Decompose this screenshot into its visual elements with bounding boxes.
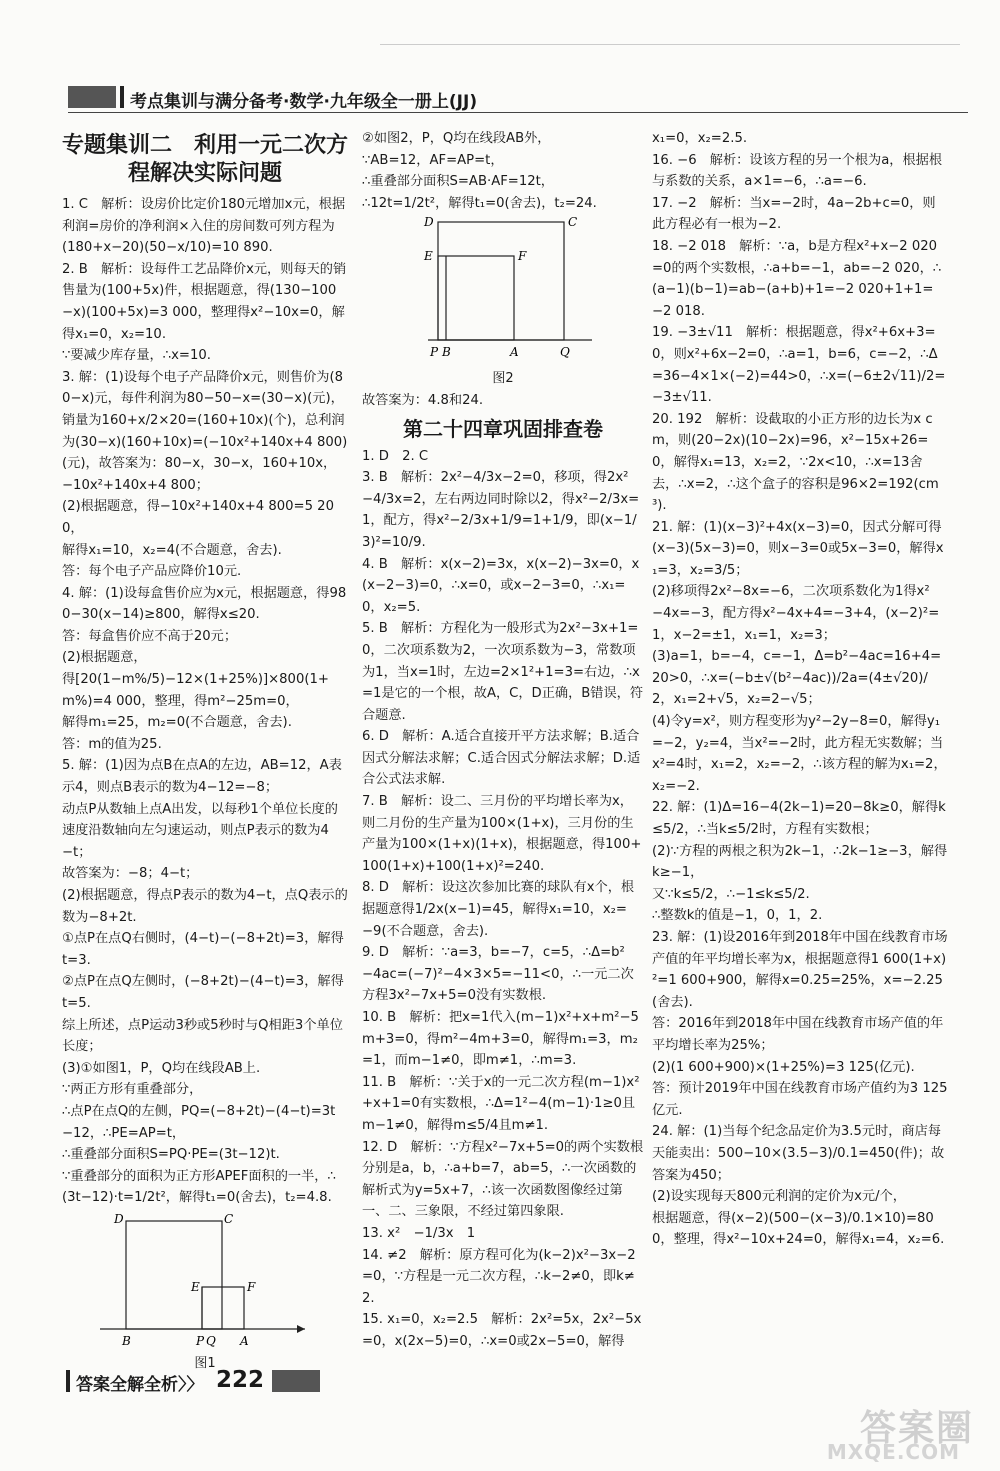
answer-item: (3)①如图1，P，Q均在线段AB上. [62, 1060, 261, 1076]
answer-item: 12. D 解析：∵方程x²−7x+5=0的两个实数根分别是a，b，∴a+b=7，ab=5，∴一次函数的解析式为y=5x+7，∴该一次函数图像经过第一、二、三象限，不经过第四象限. [362, 1139, 644, 1220]
answer-item: 2. B 解析：设每件工艺品降价x元，则每天的销售量为(100+5x)件，根据题意，得(130−100−x)(100+5x)=3 000，整理得x²−10x=0，解得x₁=0，x₂=10. [62, 261, 347, 342]
answer-item: 8. D 解析：设这次参加比赛的球队有x个，根据题意得1/2x(x−1)=45，解得x₁=10，x₂=−9(不合题意，舍去). [362, 880, 635, 939]
answer-item: 答：m的值为25. [62, 736, 162, 752]
answer-item: x₁=0，x₂=2.5. [652, 131, 748, 146]
section-title: 专题集训二 利用一元二次方程解决实际问题 [62, 133, 349, 186]
watermark-url: MXQE.COM [826, 1440, 960, 1464]
answer-item: 23. 解：(1)设2016年到2018年中国在线教育市场产值的年平均增长率为x，根据题意得1 600(1+x)²=1 600+900，解得x=0.25=25%，x=−2.25(舍去). [652, 929, 948, 1010]
answer-item: 答：预计2019年中国在线教育市场产值约为3 125亿元. [652, 1081, 948, 1118]
answer-item: (2)根据题意， [62, 650, 147, 666]
label-e2: E [424, 249, 433, 264]
answer-item: ∵AB=12，AF=AP=t， [362, 152, 504, 168]
answer-item: 6. D 解析：A.适合直接开平方法求解；B.适合因式分解法求解；C.适合因式分解法求解；D.适合公式法求解. [362, 729, 641, 788]
column-middle [362, 128, 644, 1358]
watermark-logo: 答案圈 [859, 1408, 974, 1449]
answer-item: 解得m₁=25，m₂=0(不合题意，舍去). [62, 715, 292, 731]
square-apef [202, 1287, 244, 1329]
label-a2: A [510, 345, 519, 360]
label-d2: D [424, 215, 434, 230]
header-title: 考点集训与满分备考·数学·九年级全一册上(JJ) [130, 92, 478, 112]
label-p: P [196, 1333, 205, 1348]
answer-item: (2)根据题意，得−10x²+140x+4 800=5 200， [62, 499, 334, 536]
answer-item: 11. B 解析：∵关于x的一元二次方程(m−1)x²+x+1=0有实数根，∴Δ=1²−4(m−1)·1≥0且m−1≠0，解得m≤5/4且m≠1. [362, 1074, 640, 1133]
answer-item: 1. C 解析：设房价比定价180元增加x元，根据利润=房价的净利润×入住的房间数可列方程为(180+x−20)(50−x/10)=10 890. [62, 197, 346, 256]
figure-1-caption: 图1 [194, 1355, 216, 1371]
answer-item: 15. x₁=0，x₂=2.5 解析：2x²=5x，2x²−5x=0，x(2x−5)=0，∴x=0或2x−5=0，解得 [362, 1312, 642, 1349]
label-d: D [114, 1211, 124, 1226]
chapter-title: 第二十四章巩固排查卷 [403, 416, 603, 441]
answer-item: 21. 解：(1)(x−3)²+4x(x−3)=0，因式分解可得(x−3)(5x−3)=0，则x−3=0或5x−3=0，解得x₁=3，x₂=3/5； [652, 519, 944, 578]
answer-item: 综上所述，点P运动3秒或5秒时与Q相距3个单位长度； [62, 1017, 343, 1055]
answer-item: ∴重叠部分面积S=PQ·PE=(3t−12)t. [62, 1147, 280, 1163]
answer-item: 17. −2 解析：当x=−2时，4a−2b+c=0，则此方程必有一根为−2. [652, 195, 936, 233]
page-footer [66, 1366, 386, 1396]
answer-item: (2)∵方程的两根之积为2k−1，∴2k−1≥−3，解得k≥−1， [652, 843, 948, 881]
answer-item: 18. −2 018 解析：∵a，b是方程x²+x−2 020=0的两个实数根，∴a+b=−1，ab=−2 020，∴(a−1)(b−1)=ab−(a+b)+1=−2 020+1+1=−2 018. [652, 238, 942, 319]
answer-item: 3. 解：(1)设每个电子产品降价x元，则售价为(80−x)元，每件利润为80−50−x=(30−x)(元)，销量为160+x/2×20=(160+10x)(个)，总利润为(30−x)(160+10x)=(−10x²+140x+4 800)(元)，故答案为：80−x，30−x，160+10x，−10x²+140x+4 800； [62, 369, 348, 493]
answer-list-middle-top [362, 128, 644, 214]
answer-list-left [62, 194, 348, 1209]
header-block [68, 86, 116, 108]
answer-item: 1. D 2. C [362, 448, 429, 464]
label-q: Q [206, 1333, 216, 1348]
label-a: A [240, 1333, 249, 1348]
answer-item: 又∵k≤5/2，∴−1≤k≤5/2. [652, 886, 810, 902]
answer-item: 24. 解：(1)当每个纪念品定价为3.5元时，商店每天能卖出：500−10×(3.5−3)/0.1=450(件)；故答案为450； [652, 1124, 945, 1183]
label-b: B [122, 1333, 131, 1348]
answer-item: (2)设实现每天800元利润的定价为x元/个， [652, 1189, 906, 1205]
answer-item: 故答案为：−8；4−t； [62, 866, 199, 882]
square-ef [438, 256, 514, 340]
answer-item: 7. B 解析：设二、三月份的平均增长率为x，则二月份的生产量为100×(1+x)，三月份的生产量为100×(1+x)(1+x)，根据题意，得100+100(1+x)+100(1+x)²=240. [362, 794, 642, 874]
answer-item: 13. x² −1/3x 1 [362, 1225, 476, 1241]
answer-item: ∴整数k的值是−1，0，1，2. [652, 908, 823, 924]
page-number: 222 [216, 1367, 265, 1393]
answer-item: 5. 解：(1)因为点B在点A的左边，AB=12，A表示4，则点B表示的数为4−12=−8； [62, 758, 342, 796]
answer-item: 16. −6 解析：设该方程的另一个根为a，根据根与系数的关系，a×1=−6，∴a=−6. [652, 152, 943, 190]
figure-2-answer: 故答案为：4.8和24. [362, 392, 484, 408]
column-right [652, 128, 948, 1358]
page-header [68, 84, 968, 114]
label-c2: C [568, 215, 578, 230]
answer-item: 4. 解：(1)设每盒售价应为x元，根据题意，得980−30(x−14)≥800，解得x≤20. [62, 585, 347, 623]
answer-item: ∴重叠部分面积S=AB·AF=12t， [362, 174, 554, 190]
answer-item: (4)令y=x²，则方程变形为y²−2y−8=0，解得y₁=−2，y₂=4，当x²=−2时，此方程无实数解；当x²=4时，x₁=2，x₂=−2，∴该方程的解为x₁=2，x₂=−2. [652, 714, 947, 794]
footer-bar [66, 1370, 70, 1392]
answer-item: ∴点P在点Q的左侧，PQ=(−8+2t)−(4−t)=3t−12，∴PE=AP=t， [62, 1103, 336, 1141]
answer-item: 9. D 解析：∵a=3，b=−7，c=5，∴Δ=b²−4ac=(−7)²−4×3×5=−11<0，∴一元二次方程3x²−7x+5=0没有实数根. [362, 945, 634, 1004]
answer-item: ∵要减少库存量，∴x=10. [62, 348, 211, 364]
answer-list-middle [362, 446, 644, 1353]
answer-item: 答：每个电子产品应降价10元. [62, 564, 242, 580]
answer-item: 动点P从数轴上点A出发，以每秒1个单位长度的速度沿数轴向左匀速运动，则点P表示的数为4−t； [62, 801, 338, 860]
footer-arrows: 〉〉 [178, 1375, 204, 1395]
label-c: C [224, 1211, 234, 1226]
answer-item: 解得x₁=10，x₂=4(不合题意，舍去). [62, 542, 282, 558]
label-q2: Q [560, 345, 570, 360]
answer-item: 根据题意，得(x−2)(500−(x−3)/0.1×10)=800，整理，得x²−10x+24=0，解得x₁=4，x₂=6. [652, 1210, 945, 1248]
arrow-head [297, 1325, 305, 1333]
answer-item: ∵重叠部分的面积为正方形APEF面积的一半，∴(3t−12)·t=1/2t²，解得t₁=0(舍去)，t₂=4.8. [62, 1168, 336, 1206]
column-left [62, 128, 349, 1371]
label-e: E [191, 1279, 200, 1294]
answer-item: 5. B 解析：方程化为一般形式为2x²−3x+1=0，二次项系数为2，一次项系数为−3，常数项为1，当x=1时，左边=2×1²+1=3=右边，∴x=1是它的一个根，故A，C，D正确，B错误，符合题意. [362, 621, 644, 723]
answer-item: 4. B 解析：x(x−2)=3x，x(x−2)−3x=0，x(x−2−3)=0，∴x=0，或x−2−3=0，∴x₁=0，x₂=5. [362, 556, 640, 615]
answer-item: (2)(1 600+900)×(1+25%)=3 125(亿元). [652, 1059, 915, 1075]
answer-item: 22. 解：(1)Δ=16−4(2k−1)=20−8k≥0，解得k≤5/2，∴当k≤5/2时，方程有实数根； [652, 800, 946, 837]
answer-item: 3. B 解析：2x²−4/3x−2=0，移项，得2x²−4/3x=2，左右两边同时除以2，得x²−2/3x=1，配方，得x²−2/3x+1/9=1+1/9，即(x−1/3)²=10/9. [362, 470, 640, 550]
answer-item: ②如图2，P，Q均在线段AB外， [362, 131, 551, 146]
label-b2: B [442, 345, 451, 360]
answer-item: 19. −3±√11 解析：根据题意，得x²+6x+3=0，则x²+6x−2=0，∴a=1，b=6，c=−2，∴Δ=36−4×1×(−2)=44>0，∴x=(−6±2√11)/2=−3±√11. [652, 325, 946, 406]
label-p2: P [430, 345, 439, 360]
figure-2-caption: 图2 [492, 371, 514, 387]
label-f: F [247, 1279, 256, 1294]
footer-block [272, 1370, 320, 1392]
header-bar [120, 86, 124, 108]
square-dc [438, 222, 564, 340]
answer-item: 10. B 解析：把x=1代入(m−1)x²+x+m²−5m+3=0，得m²−4m+3=0，解得m₁=3，m₂=1，而m−1≠0，即m≠1，∴m=3. [362, 1010, 639, 1069]
square-bc [126, 1221, 222, 1329]
answer-item: 14. ≠2 解析：原方程可化为(k−2)x²−3x−2=0，∵方程是一元二次方程，∴k−2≠0，即k≠2. [362, 1247, 636, 1306]
figure-2 [408, 216, 598, 366]
answer-item: 20. 192 解析：设截取的小正方形的边长为x cm，则(20−2x)(10−2x)=96，x²−15x+26=0，解得x₁=13，x₂=2，∵2x<10，∴x=13舍去，∴x=2，∴这个盒子的容积是96×2=192(cm³). [652, 411, 939, 514]
footer-label-text: 答案全解全析 [76, 1375, 178, 1395]
answer-item: 答：2016年到2018年中国在线教育市场产值的年平均增长率为25%； [652, 1016, 944, 1053]
answer-item: ∵两正方形有重叠部分， [62, 1082, 203, 1098]
top-rule [380, 44, 960, 45]
answer-item: (3)a=1，b=−4，c=−1，Δ=b²−4ac=16+4=20>0，∴x=(−b±√(b²−4ac))/2a=(4±√20)/2，x₁=2+√5，x₂=2−√5； [652, 649, 942, 708]
answer-item: ②点P在点Q左侧时，(−8+2t)−(4−t)=3，解得t=5. [62, 974, 344, 1011]
answer-item: ∴12t=1/2t²，解得t₁=0(舍去)，t₂=24. [362, 195, 597, 211]
answer-list-right [652, 128, 948, 1251]
figure-1 [100, 1211, 310, 1351]
label-f2: F [518, 249, 527, 264]
answer-item: 答：每盒售价应不高于20元； [62, 628, 238, 644]
answer-item: (2)移项得2x²−8x=−6，二次项系数化为1得x²−4x=−3，配方得x²−4x+4=−3+4，(x−2)²=1，x−2=±1，x₁=1，x₂=3； [652, 584, 940, 643]
header-rule [68, 112, 968, 113]
answer-item: ①点P在点Q右侧时，(4−t)−(−8+2t)=3，解得t=3. [62, 931, 344, 968]
answer-item: (2)根据题意，得点P表示的数为4−t，点Q表示的数为−8+2t. [62, 888, 348, 925]
footer-label [76, 1370, 204, 1395]
answer-item: 得[20(1−m%/5)−12×(1+25%)]×800(1+m%)=4 000，整理，得m²−25m=0， [62, 672, 329, 709]
